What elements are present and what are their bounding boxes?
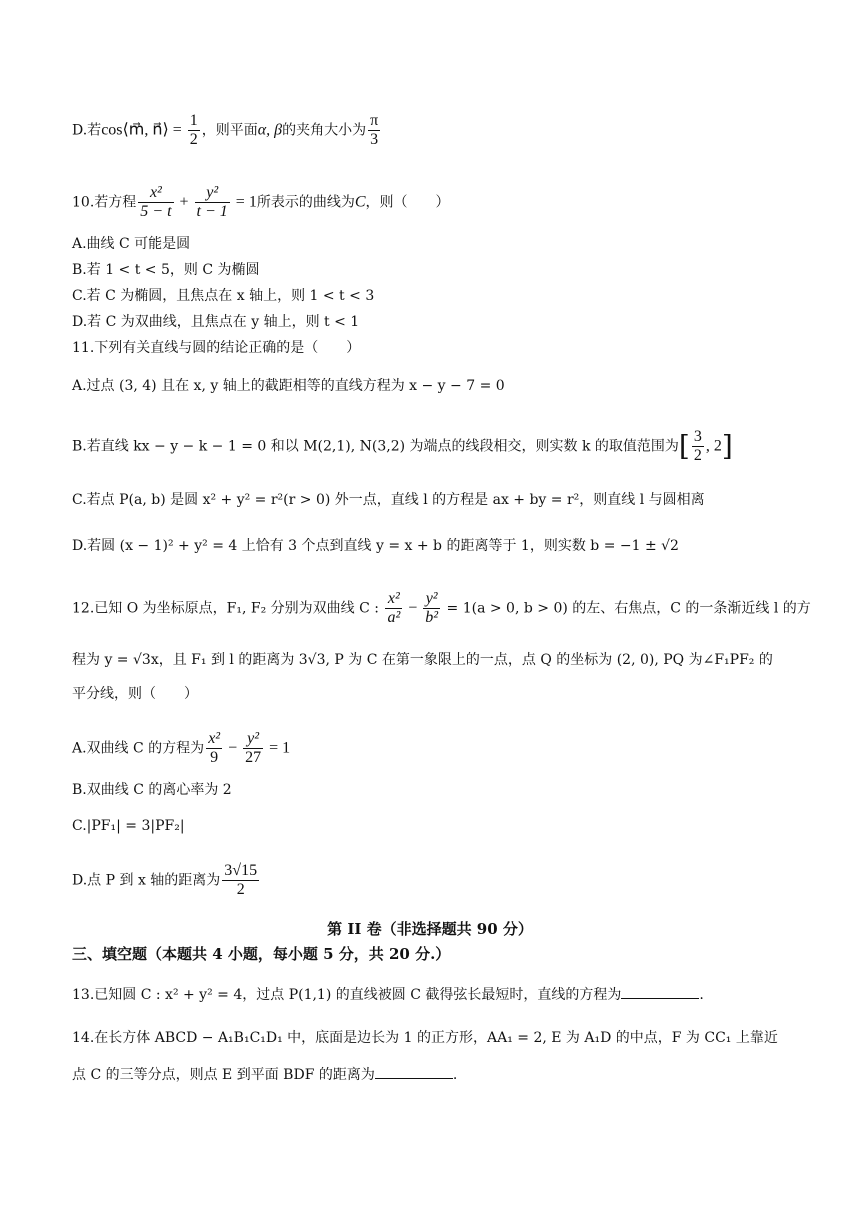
q13-end: . (699, 987, 704, 1003)
q12-h-num1: x² (385, 590, 402, 609)
q12-line-2: 程为 y = √3x，且 F₁ 到 l 的距离为 3√3, P 为 C 在第一象限上的一点，点 Q 的坐标为 (2, 0), PQ 为∠F₁PF₂ 的 (72, 652, 773, 668)
q9d-frac-num: 1 (189, 112, 198, 129)
q10-f2-num: y² (195, 184, 230, 203)
q9d-frac-den: 2 (189, 131, 198, 148)
q10-stem (72, 184, 450, 221)
q13-text: 13.已知圆 C : x² + y² = 4，过点 P(1,1) 的直线被圆 C 截得弦长最短时，直线的方程为 (72, 987, 622, 1003)
q11-b-tail: , 2 (705, 437, 722, 455)
q12-option-a (72, 730, 290, 767)
q12-h-num2: y² (423, 590, 440, 609)
q14-end: . (452, 1067, 458, 1083)
q10-f1-num: x² (138, 184, 173, 203)
q12-a-num2: y² (243, 730, 263, 749)
q11-b-fraction (692, 428, 704, 465)
section-3-heading: 三、填空题（本题共 4 小题，每小题 5 分，共 20 分.） (72, 945, 451, 963)
q12-h-den2: b² (425, 609, 439, 626)
q12-d-den: 2 (236, 881, 245, 898)
q10-stem-post: 所表示的曲线为 (256, 194, 355, 211)
q9d-formula: cos⟨m⃗, n⃗⟩ = (101, 121, 186, 139)
q9d-mid: ，则平面 (201, 122, 258, 139)
q11-b-num: 3 (693, 428, 702, 445)
q10-option-a: A.曲线 C 可能是圆 (72, 236, 191, 252)
q12-line1-post: = 1(a > 0, b > 0) 的左、右焦点，C 的一条渐近线 l 的方 (442, 600, 811, 617)
q10-stem-end: ，则（ ） (365, 194, 450, 211)
q12-minus: − (404, 599, 422, 617)
q13-answer-blank[interactable] (621, 984, 699, 999)
q10-curve: C (354, 193, 366, 211)
q9d-fraction (188, 112, 200, 149)
q9d-tail: 的夹角大小为 (282, 122, 367, 139)
q12-option-b: B.双曲线 C 的离心率为 2 (72, 782, 232, 798)
q12-a-frac-1 (206, 730, 222, 767)
q12-line-1 (72, 590, 811, 627)
q12-a-frac-2 (243, 730, 263, 767)
q12-a-den1: 9 (210, 749, 219, 766)
q12-option-d (72, 862, 261, 899)
q11-option-c: C.若点 P(a, b) 是圆 x² + y² = r²(r > 0) 外一点，直线 l 的方程是 ax + by = r²，则直线 l 与圆相离 (72, 492, 705, 508)
q11-option-b (72, 428, 733, 465)
q9d-ans-num: π (370, 112, 379, 129)
q14-text: 点 C 的三等分点，则点 E 到平面 BDF 的距离为 (72, 1067, 375, 1083)
q9d-ans-den: 3 (370, 131, 379, 148)
q9d-planes: α, β (257, 121, 283, 139)
q14-line-2 (72, 1064, 457, 1085)
q12-frac-x (385, 590, 402, 627)
part-2-title: 第 II 卷（非选择题共 90 分） (327, 920, 533, 938)
q10-option-c: C.若 C 为椭圆，且焦点在 x 轴上，则 1 < t < 3 (72, 288, 375, 304)
q12-a-text: A.双曲线 C 的方程为 (72, 740, 205, 757)
q12-a-eq: = 1 (265, 739, 291, 757)
q12-d-fraction (222, 862, 259, 899)
q12-line1-pre: 12.已知 O 为坐标原点，F₁, F₂ 分别为双曲线 C : (72, 600, 384, 617)
q11-b-bracket-right: ] (721, 429, 733, 463)
q11-stem: 11.下列有关直线与圆的结论正确的是（ ） (72, 340, 361, 356)
q12-h-den1: a² (387, 609, 401, 626)
q12-d-text: D.点 P 到 x 轴的距离为 (72, 872, 221, 889)
q12-a-num1: x² (208, 730, 221, 747)
q10-frac-2 (195, 184, 230, 221)
q11-b-bracket-left: [ (678, 429, 690, 463)
q14-line-1: 14.在长方体 ABCD − A₁B₁C₁D₁ 中，底面是边长为 1 的正方形，AA₁ = 2, E 为 A₁D 的中点，F 为 CC₁ 上靠近 (72, 1030, 778, 1046)
q10-option-d: D.若 C 为双曲线，且焦点在 y 轴上，则 t < 1 (72, 314, 360, 330)
q10-frac-1 (138, 184, 173, 221)
q10-stem-pre: 10.若方程 (72, 194, 137, 211)
q9d-answer-fraction (368, 112, 380, 149)
q11-b-den: 2 (693, 447, 702, 464)
q11-b-text: B.若直线 kx − y − k − 1 = 0 和以 M(2,1), N(3,2) 为端点的线段相交，则实数 k 的取值范围为 (72, 438, 679, 455)
q12-d-num: 3√15 (224, 862, 258, 879)
q12-line-3: 平分线，则（ ） (72, 686, 198, 702)
q12-a-minus: − (224, 739, 242, 757)
q10-eq: = 1 (231, 193, 257, 211)
q11-option-a: A.过点 (3, 4) 且在 x, y 轴上的截距相等的直线方程为 x − y − 7 = 0 (72, 378, 505, 394)
q12-option-c: C.|PF₁| = 3|PF₂| (72, 818, 185, 834)
q9-option-d (72, 112, 382, 149)
q10-option-b: B.若 1 < t < 5，则 C 为椭圆 (72, 262, 260, 278)
q14-answer-blank[interactable] (375, 1064, 453, 1079)
q9d-label: D.若 (72, 122, 102, 139)
q10-f2-den: t − 1 (196, 203, 228, 220)
q11-option-d: D.若圆 (x − 1)² + y² = 4 上恰有 3 个点到直线 y = x + b 的距离等于 1，则实数 b = −1 ± √2 (72, 538, 679, 554)
q12-a-den2: 27 (245, 749, 262, 766)
q13 (72, 984, 704, 1005)
q10-f1-den: 5 − t (140, 203, 172, 220)
q12-frac-y (423, 590, 440, 627)
q10-plus: + (175, 193, 193, 211)
